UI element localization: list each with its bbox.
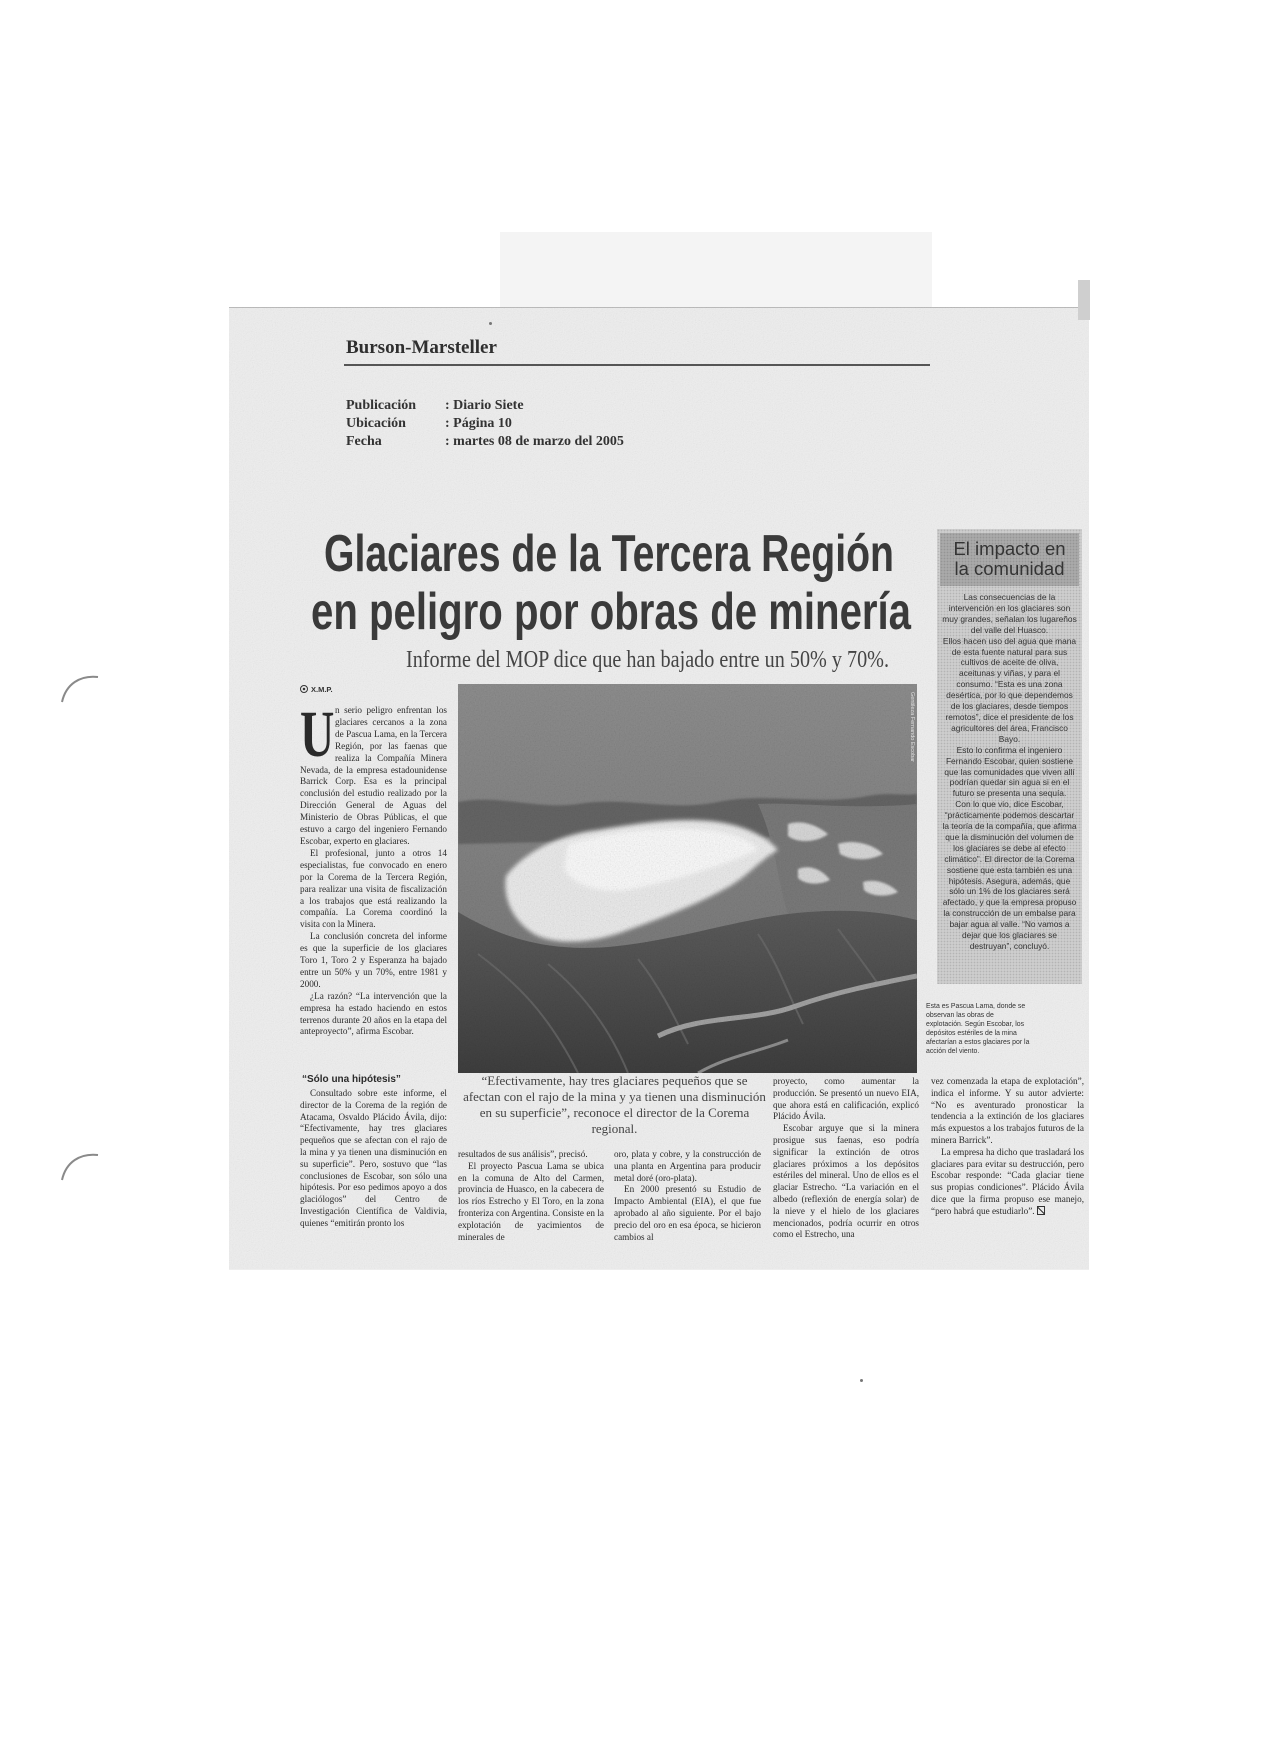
article-photo [458,684,917,1073]
byline [300,684,333,696]
byline-text: X.M.P. [311,685,333,694]
column-1-continued [300,1088,447,1230]
paragraph: vez comenzada la etapa de explotación”, indica el informe. Y su autor advierte: “No es aventurado pronosticar la tendencia a la extinción de los glaciares más expuestos a los trabajos futuros de la minera Barrick”. [931,1076,1084,1145]
sidebar-paragraph: Las consecuencias de la intervención en los glaciares son muy grandes, señalan los lugareños del valle del Huasco. [942,592,1077,635]
scan-speck [489,322,492,325]
meta-date [346,433,846,451]
punch-hole-icon [58,668,108,708]
header-rule [344,364,930,366]
sidebar-title-line: El impacto en [953,538,1066,559]
paragraph: proyecto, como aumentar la producción. Se presentó un nuevo EIA, que ahora está en calificación, explicó Plácido Ávila. [773,1076,919,1122]
paragraph: El profesional, junto a otros 14 especialistas, fue convocado en enero por la Corema de la Tercera Región, para realizar una visita de fiscalización a los trabajos que está realizando la compañía. La Corema coordinó la visita con la Minera. [300,847,447,930]
subhead: “Sólo una hipótesis” [302,1074,401,1085]
sidebar-title [940,533,1079,586]
sidebar-paragraph: Con lo que vio, dice Escobar, “prácticamente podemos descartar la teoría de la compañía, que afirma que la disminución del volumen de los glaciares se debe al efecto climático”. El director de la Corema sostiene que esta también es una hipótesis. Asegura, además, que sólo un 1% de los glaciares será afectado, y que la empresa propuso la construcción de un embalse para bajar agua al valle. “No vamos a dejar que los glaciares se destruyan”, concluyó. [942,799,1077,951]
photo-grain [458,684,917,1073]
byline-icon [300,685,308,693]
sidebar-title-line: la comunidad [954,558,1065,579]
column-5 [931,1076,1084,1218]
paragraph: La conclusión concreta del informe es que la superficie de los glaciares Toro 1, Toro 2 y Esperanza ha bajado entre un 50% y un 70%, entre 1981 y 2000. [300,931,447,989]
column-4 [773,1076,919,1241]
meta-value: : Página 10 [445,416,512,431]
headline-text: en peligro por obras de minería [311,583,911,641]
sidebar-paragraph: Esto lo confirma el ingeniero Fernando Escobar, quien sostiene que las comunidades que viven allí podrían quedar sin agua si en el futuro se presenta una sequía. [944,744,1075,799]
paragraph [300,698,447,848]
pull-quote: “Efectivamente, hay tres glaciares pequeños que se afectan con el rajo de la mina y ya tienen una disminución en su superficie”, reconoce el director de la Corema regional. [463,1073,766,1136]
end-mark-icon [1037,1206,1045,1215]
meta-value: : Diario Siete [445,398,524,413]
photo-caption: Esta es Pascua Lama, donde se observan las obras de explotación. Según Escobar, los depósitos estériles de la mina afectarían a estos glaciares por la acción del viento. [926,1003,1030,1055]
paragraph: El proyecto Pascua Lama se ubica en la comuna de Alto del Carmen, provincia de Huasco, en la cabecera de los ríos Estrecho y El Toro, en la zona fronteriza con Argentina. Consiste en la explotación de yacimientos de minerales de [458,1160,604,1242]
meta-publication [346,397,846,415]
paragraph [931,1147,1084,1218]
agency-name: Burson-Marsteller [346,337,497,358]
drop-cap: U [300,698,335,771]
sidebar-body [940,592,1079,952]
headline-line-1 [324,525,894,583]
meta-value: : martes 08 de marzo del 2005 [445,434,624,449]
paragraph: oro, plata y cobre, y la construcción de una planta en Argentina para producir metal doré (oro-plata). [614,1149,761,1183]
paragraph-text: La empresa ha dicho que trasladará los glaciares para evitar su destrucción, pero Escobar responde: “Cada glaciar tiene sus propias condiciones”. Plácido Ávila dice que la firma propuso ese manejo, “pero habrá que estudiarlo”. [931,1146,1084,1216]
photo-credit: Gentileza Fernando Escobar [909,692,915,763]
headline-line-2 [311,583,911,641]
paragraph: En 2000 presentó su Estudio de Impacto Ambiental (EIA), el que fue aprobado al año siguiente. Por el bajo precio del oro en esa época, se hicieron cambios al [614,1184,761,1242]
column-2 [458,1149,604,1243]
headline-text: Glaciares de la Tercera Región [324,525,894,583]
meta-location [346,415,846,433]
paragraph: Escobar arguye que si la minera prosigue sus faenas, eso podría significar la extinción de otros glaciares próximos a los depósitos estériles del mineral. Uno de ellos es el glaciar Estrecho. “La variación en el albedo (reflexión de energía solar) de la nieve y el hielo de los glaciares mencionados, podría ocurrir en otros como el Estrecho, una [773,1123,919,1240]
paragraph: ¿La razón? “La intervención que la empresa ha estado haciendo en estos terrenos durante 20 años en la etapa del anteproyecto”, afirma Escobar. [300,990,447,1037]
meta-label: Fecha [346,434,382,449]
sidebar-paragraph: Ellos hacen uso del agua que mana de esta fuente natural para sus cultivos de aceite de oliva, aceitunas y viñas, y para el consumo. “Esta es una zona desértica, por lo que dependemos de los glaciares, desde tiempos remotos”, dice el presidente de los agricultores del área, Francisco Bayo. [942,635,1077,744]
paragraph: resultados de sus análisis”, precisó. [458,1149,588,1159]
meta-label: Publicación [346,398,417,413]
column-1 [300,698,447,1038]
scan-shade [500,232,932,308]
punch-hole-icon [58,1146,108,1186]
paragraph-text: n serio peligro enfrentan los glaciares cercanos a la zona de Pascua Lama, en la Tercera Región, por las faenas que realiza la Compañía Minera Nevada, de la empresa estadounidense Barrick Corp. Esa es la principal conclusión del estudio realizado por la Dirección General de Aguas del Ministerio de Obras Públicas, el que estuvo a cargo del ingeniero Fernando Escobar, experto en glaciares. [300,705,447,846]
column-3 [614,1149,761,1243]
scan-edge [1078,280,1090,320]
sidebar-box [937,529,1082,984]
scan-speck [860,1379,863,1382]
meta-label: Ubicación [346,416,406,431]
paragraph: Consultado sobre este informe, el director de la Corema de la región de Atacama, Osvaldo Plácido Ávila, dijo: “Efectivamente, hay tres glaciares pequeños que se afectan con el rajo de la mina y ya tienen una disminución en su superficie”. Pero, sostuvo que “las conclusiones de Escobar, son sólo una hipótesis. Por eso pedimos apoyo a dos glaciólogos” del Centro de Investigación Científica de Valdivia, quienes “emitirán pronto los [300,1088,447,1228]
subtitle [406,645,889,675]
subtitle-text: Informe del MOP dice que han bajado entre un 50% y 70%. [406,647,889,673]
